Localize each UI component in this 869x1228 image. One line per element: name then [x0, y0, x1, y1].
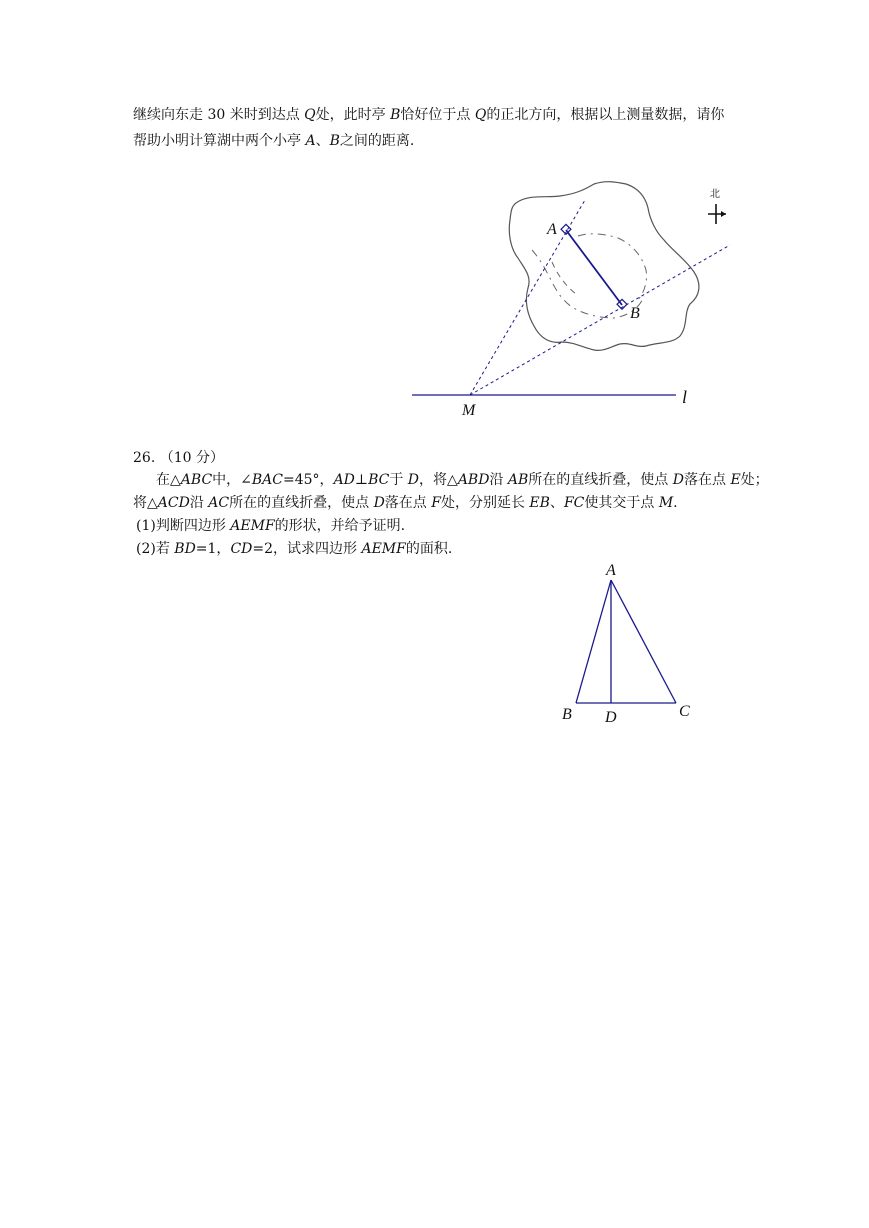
label-m: M	[462, 402, 476, 419]
problem25-line1: 继续向东走 30 米时到达点 Q处，此时亭 B恰好位于点 Q的正北方向，根据以上测量数据，请你	[133, 107, 725, 123]
label-triangle-d: D	[605, 709, 617, 726]
side-ac	[611, 580, 676, 703]
problem26-question1: (1)判断四边形 AEMF的形状，并给予证明.	[136, 518, 406, 534]
label-a: A	[547, 221, 557, 238]
side-ab	[576, 580, 611, 703]
north-label: 北	[710, 189, 720, 200]
label-l: l	[682, 387, 688, 407]
problem25-line2: 帮助小明计算湖中两个小亭 A、B之间的距离.	[133, 133, 415, 149]
label-triangle-b: B	[562, 706, 572, 723]
label-b: B	[630, 305, 640, 322]
label-triangle-c: C	[679, 703, 690, 720]
problem26-line1: 在△ABC中，∠BAC=45°，AD⊥BC于 D，将△ABD沿 AB所在的直线折叠，使点 D落在点 E处；	[156, 472, 769, 488]
problem26-header: 26. （10 分）	[133, 450, 224, 466]
label-triangle-a: A	[606, 562, 616, 579]
problem26-line2: 将△ACD沿 AC所在的直线折叠，使点 D落在点 F处，分别延长 EB、FC使其交于点 M.	[133, 495, 678, 511]
problem26-question2: (2)若 BD=1，CD=2，试求四边形 AEMF的面积.	[136, 541, 453, 557]
